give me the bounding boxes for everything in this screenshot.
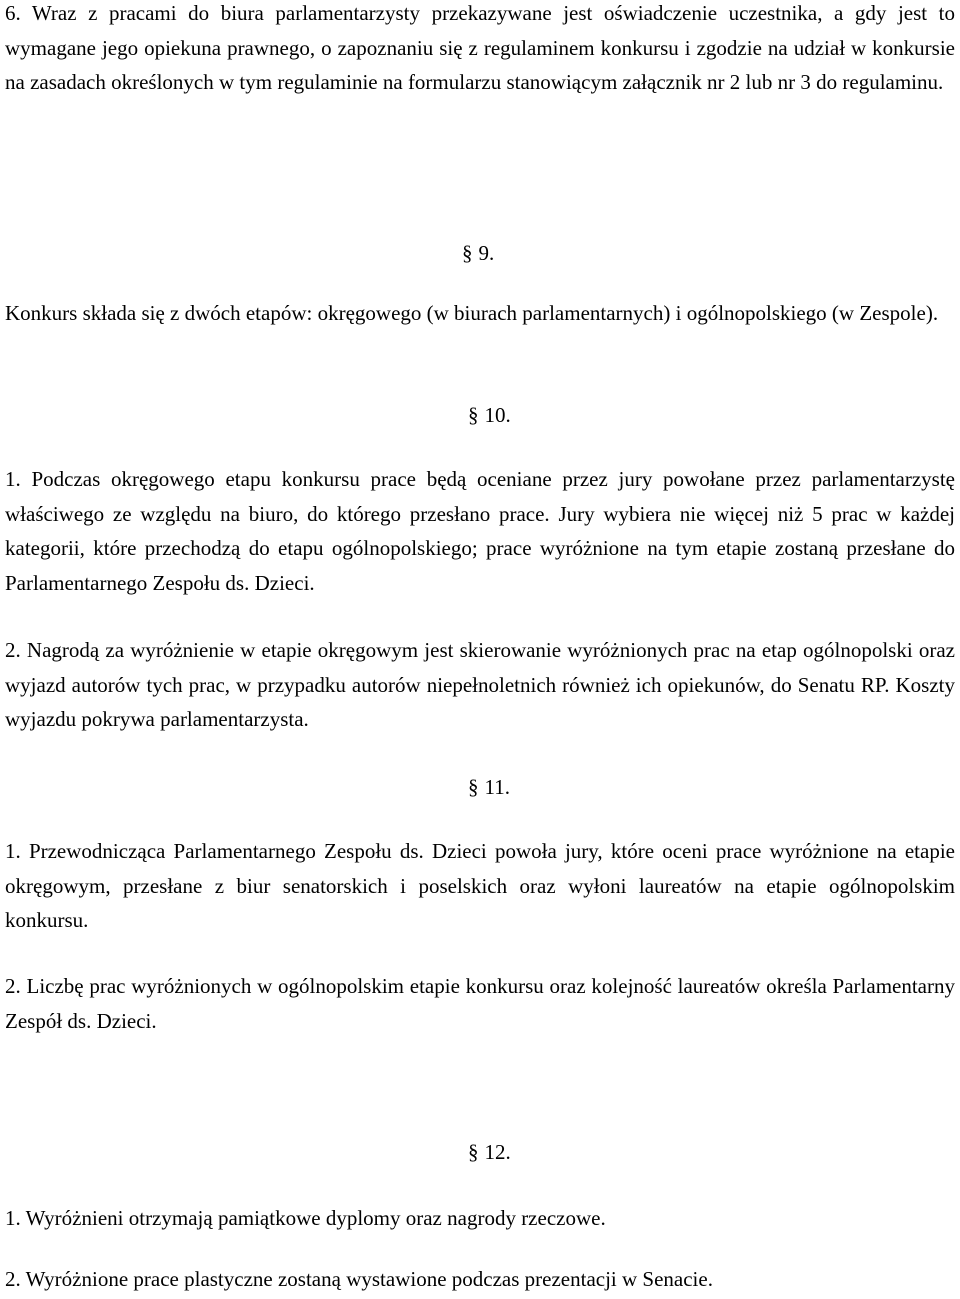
section-heading-10 [468, 398, 511, 432]
section-10-point-2: 2. Nagrodą za wyróżnienie w etapie okręgowym jest skierowanie wyróżnionych prac na etap ogólnopolski oraz wyjazd autorów tych prac, w przypadku autorów niepełnoletnich również ich opiekunów, do Senatu RP. Koszty wyjazdu pokrywa parlamentarzysta. [5, 638, 955, 731]
section-11-point-2: 2. Liczbę prac wyróżnionych w ogólnopolskim etapie konkursu oraz kolejność laureatów określa Parlamentarny Zespół ds. Dzieci. [5, 974, 955, 1033]
section-sign-icon: § [468, 1140, 479, 1164]
section-12-point-1: 1. Wyróżnieni otrzymają pamiątkowe dyplomy oraz nagrody rzeczowe. [5, 1206, 606, 1230]
section-number: 12. [484, 1140, 511, 1164]
section-11-point-1: 1. Przewodnicząca Parlamentarnego Zespołu ds. Dzieci powoła jury, które oceni prace wyróżnione na etapie okręgowym, przesłane z biur senatorskich i poselskich oraz wyłoni laureatów na etapie ogólnopolskim konkursu. [5, 839, 955, 932]
section-10-point-1: 1. Podczas okręgowego etapu konkursu prace będą oceniane przez jury powołane przez parlamentarzystę właściwego ze względu na biuro, do którego przesłano prace. Jury wybiera nie więcej niż 5 prac w każdej kategorii, które przechodzą do etapu ogólnopolskiego; prace wyróżnione na tym etapie zostaną przesłane do Parlamentarnego Zespołu ds. Dzieci. [5, 467, 955, 595]
section-9-text: Konkurs składa się z dwóch etapów: okręgowego (w biurach parlamentarnych) i ogólnopolskiego (w Zespole). [5, 301, 939, 325]
section-sign-icon: § [462, 241, 473, 265]
section-heading-12 [468, 1135, 511, 1169]
section-sign-icon: § [468, 775, 479, 799]
section-heading-11 [468, 770, 510, 804]
paragraph-6: 6. Wraz z pracami do biura parlamentarzysty przekazywane jest oświadczenie uczestnika, a gdy jest to wymagane jego opiekuna prawnego, o zapoznaniu się z regulaminem konkursu i zgodzie na udział w konkursie na zasadach określonych w tym regulaminie na formularzu stanowiącym załącznik nr 2 lub nr 3 do regulaminu. [5, 1, 955, 94]
section-number: 11. [484, 775, 510, 799]
section-sign-icon: § [468, 403, 479, 427]
section-12-point-2: 2. Wyróżnione prace plastyczne zostaną wystawione podczas prezentacji w Senacie. [5, 1267, 713, 1291]
section-number: 10. [484, 403, 511, 427]
section-number: 9. [478, 241, 495, 265]
section-heading-9 [462, 236, 494, 270]
